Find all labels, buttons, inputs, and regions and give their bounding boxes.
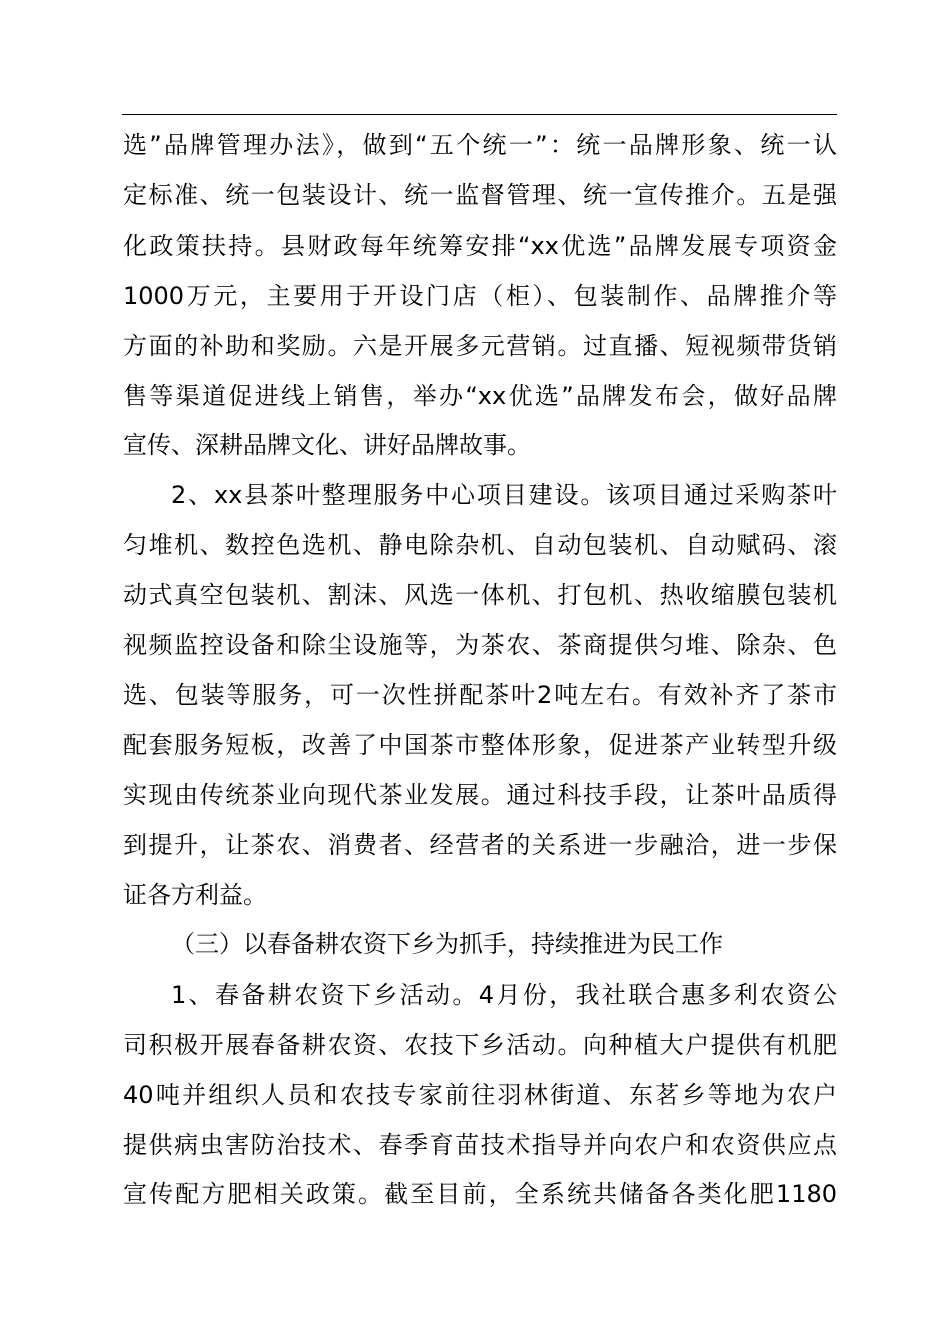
text-line: 宣传、深耕品牌文化、讲好品牌故事。 [123, 431, 531, 459]
text-line: 提供病虫害防治技术、春季育苗技术指导并向农户和农资供应点 [123, 1131, 837, 1159]
text-line: 定标准、统一包装设计、统一监督管理、统一宣传推介。五是强 [123, 181, 837, 209]
text-line: 到提升，让茶农、消费者、经营者的关系进一步融洽，进一步保 [123, 831, 837, 859]
text-line: 选、包装等服务，可一次性拼配茶叶2吨左右。有效补齐了茶市 [123, 681, 837, 709]
text-line: 化政策扶持。县财政每年统筹安排“xx优选”品牌发展专项资金 [123, 232, 837, 260]
text-line: 配套服务短板，改善了中国茶市整体形象，促进茶产业转型升级 [123, 731, 837, 759]
header-rule [122, 114, 837, 115]
text-line: 动式真空包装机、割沫、风选一体机、打包机、热收缩膜包装机 [123, 581, 837, 609]
text-line: 实现由传统茶业向现代茶业发展。通过科技手段，让茶叶品质得 [123, 781, 837, 809]
text-line: 40吨并组织人员和农技专家前往羽林街道、东茗乡等地为农户 [123, 1081, 837, 1109]
section-heading: （三）以春备耕农资下乡为抓手，持续推进为民工作 [171, 930, 723, 958]
text-line: 方面的补助和奖励。六是开展多元营销。过直播、短视频带货销 [123, 332, 837, 360]
text-line: 选”品牌管理办法》，做到“五个统一”：统一品牌形象、统一认 [123, 131, 837, 159]
text-line: 售等渠道促进线上销售，举办“xx优选”品牌发布会，做好品牌 [123, 382, 837, 410]
text-line: 2、xx县茶叶整理服务中心项目建设。该项目通过采购茶叶 [171, 481, 837, 509]
text-line: 司积极开展春备耕农资、农技下乡活动。向种植大户提供有机肥 [123, 1031, 837, 1059]
text-line: 1、春备耕农资下乡活动。4月份，我社联合惠多利农资公 [171, 981, 837, 1009]
text-line: 证各方利益。 [123, 881, 267, 909]
text-line: 宣传配方肥相关政策。截至目前，全系统共储备各类化肥1180 [123, 1180, 837, 1208]
text-line: 视频监控设备和除尘设施等，为茶农、茶商提供匀堆、除杂、色 [123, 631, 837, 659]
text-line: 1000万元，主要用于开设门店（柜）、包装制作、品牌推介等 [123, 282, 837, 310]
text-line: 匀堆机、数控色选机、静电除杂机、自动包装机、自动赋码、滚 [123, 531, 837, 559]
